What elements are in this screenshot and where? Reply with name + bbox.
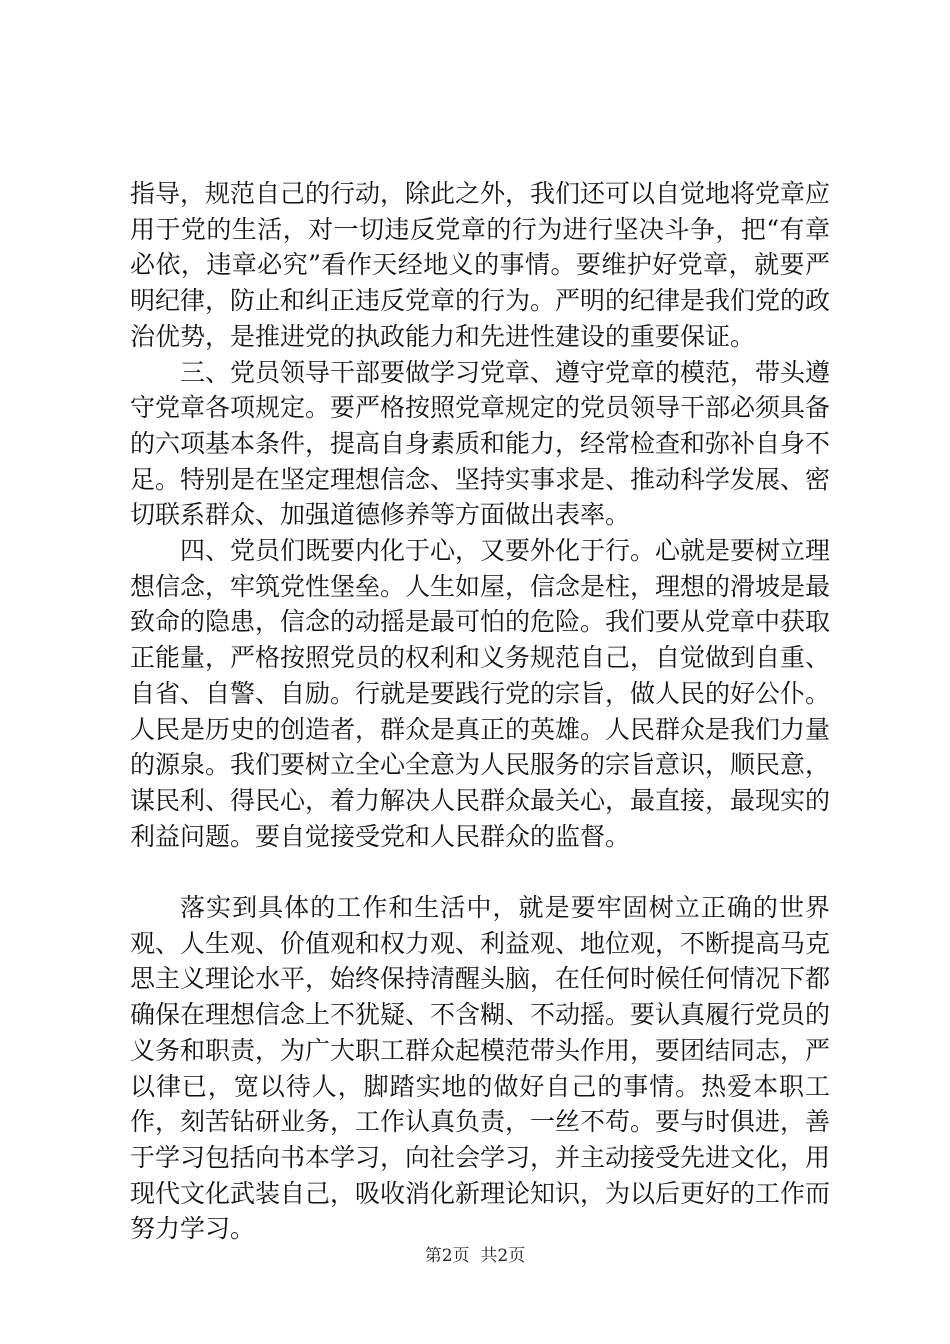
paragraph-section-four: 四、党员们既要内化于心，又要外化于行。心就是要树立理想信念，牢筑党性堡垒。人生如屋，信念是柱，理想的滑坡是最致命的隐患，信念的动摇是最可怕的危险。我们要从党章中获取正能量，严格按照党员的权利和义务规范自己，自觉做到自重、自省、自警、自励。行就是要践行党的宗旨，做人民的好公仆。人民是历史的创造者，群众是真正的英雄。人民群众是我们力量的源泉。我们要树立全心全意为人民服务的宗旨意识，顺民意，谋民利、得民心，着力解决人民群众最关心，最直接，最现实的利益问题。要自觉接受党和人民群众的监督。 <box>130 536 831 851</box>
page-number-label: 第2页 共2页 <box>424 1246 526 1266</box>
paragraph-continued: 指导，规范自己的行动，除此之外，我们还可以自觉地将党章应用于党的生活，对一切违反党章的行为进行坚决斗争，把“有章必依，违章必究”看作天经地义的事情。要维护好党章，就要严明纪律，防止和纠正违反党章的行为。严明的纪律是我们党的政治优势，是推进党的执政能力和先进性建设的重要保证。 <box>130 179 831 351</box>
paragraph-conclusion: 落实到具体的工作和生活中，就是要牢固树立正确的世界观、人生观、价值观和权力观、利益观、地位观，不断提高马克思主义理论水平，始终保持清醒头脑，在任何时候任何情况下都确保在理想信念上不犹疑、不含糊、不动摇。要认真履行党员的义务和职责，为广大职工群众起模范带头作用，要团结同志，严以律已，宽以待人，脚踏实地的做好自己的事情。热爱本职工作，刻苦钻研业务，工作认真负责，一丝不苟。要与时俱进，善于学习包括向书本学习，向社会学习，并主动接受先进文化，用现代文化武装自己，吸收消化新理论知识，为以后更好的工作而努力学习。 <box>130 893 831 1244</box>
document-body <box>130 176 830 1247</box>
paragraph-spacer <box>130 854 830 890</box>
page-footer <box>0 1246 950 1266</box>
paragraph-section-three: 三、党员领导干部要做学习党章、遵守党章的模范，带头遵守党章各项规定。要严格按照党章规定的党员领导干部必须具备的六项基本条件，提高自身素质和能力，经常检查和弥补自身不足。特别是在坚定理想信念、坚持实事求是、推动科学发展、密切联系群众、加强道德修养等方面做出表率。 <box>130 357 831 530</box>
